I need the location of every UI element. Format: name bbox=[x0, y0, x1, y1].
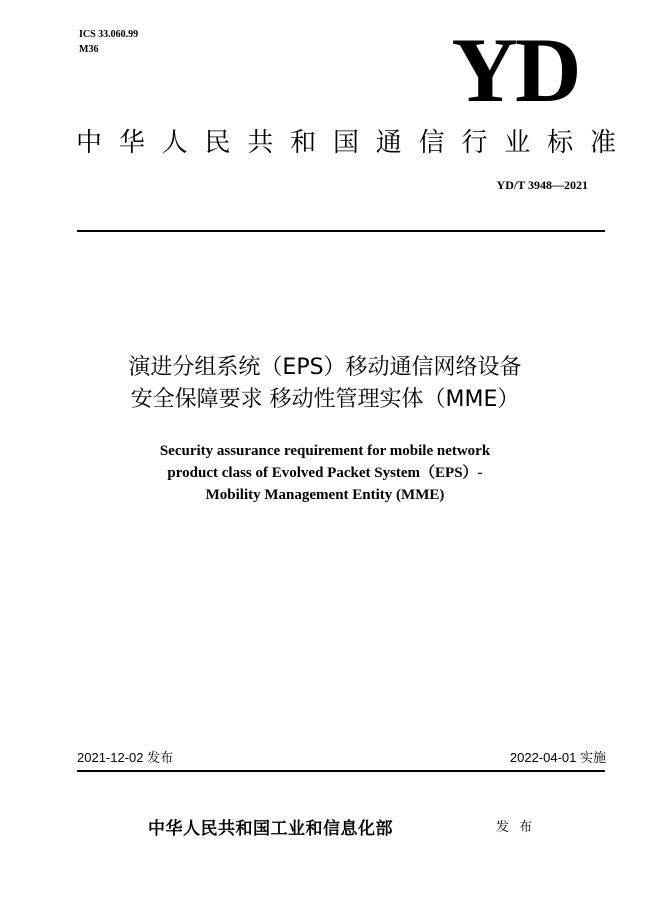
org-title-char: 通 bbox=[375, 128, 402, 158]
implementation-date: 2022-04-01 实施 bbox=[509, 750, 606, 765]
industry-standard-title bbox=[76, 127, 616, 159]
english-title bbox=[0, 440, 650, 506]
yd-logo: YD bbox=[451, 19, 579, 121]
org-title-char: 信 bbox=[418, 128, 445, 158]
org-title-char: 华 bbox=[118, 128, 145, 158]
issue-date: 2021-12-02 发布 bbox=[77, 750, 174, 765]
org-title-char: 标 bbox=[547, 128, 574, 158]
org-title-char: 中 bbox=[76, 128, 103, 158]
issuing-authority: 中华人民共和国工业和信息化部 bbox=[148, 819, 393, 839]
chinese-title bbox=[0, 352, 650, 416]
standard-number: YD/T 3948—2021 bbox=[496, 178, 588, 192]
english-title-line-3: Mobility Management Entity (MME) bbox=[205, 487, 445, 503]
org-title-char: 和 bbox=[290, 128, 317, 158]
bottom-divider bbox=[77, 770, 605, 772]
category-code: M36 bbox=[79, 44, 99, 55]
english-title-line-1: Security assurance requirement for mobile network bbox=[159, 443, 491, 459]
org-title-char: 国 bbox=[332, 128, 359, 158]
org-title-char: 人 bbox=[161, 128, 188, 158]
english-title-line-2: product class of Evolved Packet System（EPS）- bbox=[167, 465, 483, 481]
chinese-title-line-1: 演进分组系统（EPS）移动通信网络设备 bbox=[128, 355, 522, 380]
classification-codes bbox=[79, 27, 138, 57]
org-title-char: 共 bbox=[247, 128, 274, 158]
org-title-char: 行 bbox=[461, 128, 488, 158]
top-divider bbox=[77, 230, 605, 232]
chinese-title-line-2: 安全保障要求 移动性管理实体（MME） bbox=[130, 387, 520, 412]
org-title-char: 业 bbox=[504, 128, 531, 158]
ics-code: ICS 33.060.99 bbox=[79, 29, 139, 40]
org-title-char: 民 bbox=[204, 128, 231, 158]
org-title-char: 准 bbox=[589, 128, 616, 158]
publish-label: 发 布 bbox=[496, 820, 536, 835]
